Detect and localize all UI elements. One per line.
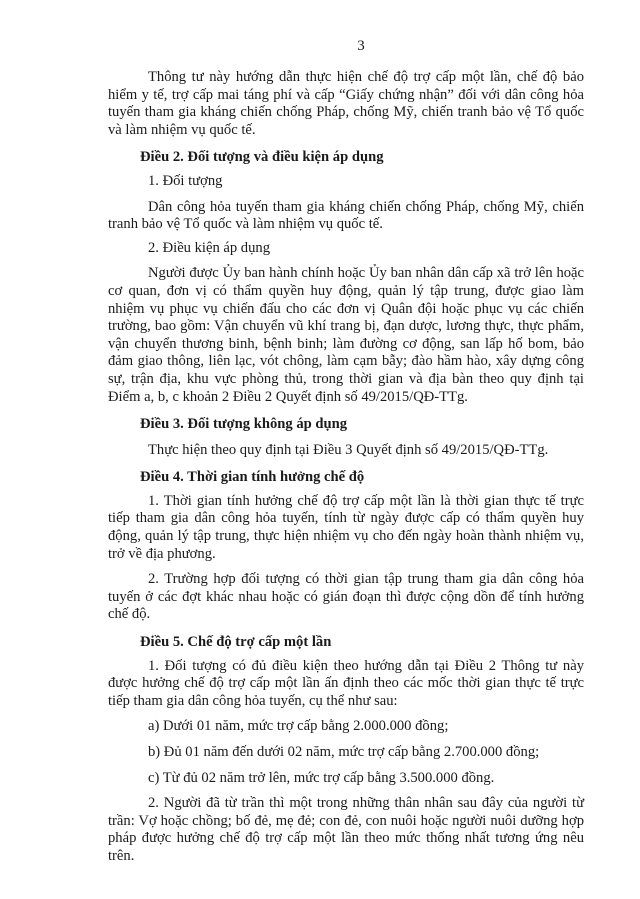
heading-article-4: Điều 4. Thời gian tính hưởng chế độ bbox=[140, 469, 365, 486]
page-number: 3 bbox=[357, 38, 365, 54]
list-item-allowance-c: c) Từ đủ 02 năm trở lên, mức trợ cấp bằng 3.500.000 đồng. bbox=[148, 769, 495, 786]
paragraph-allowance-2: 2. Người đã từ trần thì một trong những thân nhân sau đây của người từ trần: Vợ hoặc chồng; bố đẻ, mẹ đẻ; con đẻ, con nuôi hoặc người nuôi dưỡng hợp pháp được hưởng chế độ trợ cấp một lần theo mức thống nhất tương ứng nêu trên. bbox=[108, 795, 584, 864]
heading-article-2: Điều 2. Đối tượng và điều kiện áp dụng bbox=[140, 149, 384, 166]
paragraph-subject-label: 1. Đối tượng bbox=[148, 172, 223, 189]
paragraph-time-2: 2. Trường hợp đối tượng có thời gian tập trung tham gia dân công hỏa tuyến ở các đợt khác nhau hoặc có gián đoạn thì được cộng dồn để tính hưởng chế độ. bbox=[108, 571, 584, 623]
list-item-allowance-a: a) Dưới 01 năm, mức trợ cấp bằng 2.000.000 đồng; bbox=[148, 718, 449, 735]
heading-article-3: Điều 3. Đối tượng không áp dụng bbox=[140, 416, 348, 433]
paragraph-time-1: 1. Thời gian tính hưởng chế độ trợ cấp một lần là thời gian thực tế trực tiếp tham gia dân công hỏa tuyến, tính từ ngày được cấp có thẩm quyền huy động, quản lý tập trung, thực hiện nhiệm vụ cho đến ngày hoàn thành nhiệm vụ, trở về địa phương. bbox=[108, 492, 584, 562]
paragraph-subject: Dân công hỏa tuyến tham gia kháng chiến chống Pháp, chống Mỹ, chiến tranh bảo vệ Tổ quốc và làm nhiệm vụ quốc tế. bbox=[108, 198, 584, 233]
paragraph-scope: Thông tư này hướng dẫn thực hiện chế độ trợ cấp một lần, chế độ bảo hiểm y tế, trợ cấp mai táng phí và cấp “Giấy chứng nhận” đối với dân công hỏa tuyến tham gia kháng chiến chống Pháp, chống Mỹ, chiến tranh bảo vệ Tổ quốc và làm nhiệm vụ quốc tế. bbox=[108, 69, 584, 138]
paragraph-conditions: Người được Ủy ban hành chính hoặc Ủy ban nhân dân cấp xã trở lên hoặc cơ quan, đơn vị có thẩm quyền huy động, quản lý tập trung, được giao làm nhiệm vụ phục vụ chiến đấu cho các đơn vị Quân đội hoặc phục vụ các chiến trường, bao gồm: Vận chuyển vũ khí trang bị, đạn dược, lương thực, thực phẩm, vận chuyển thương binh, bệnh binh; làm đường cơ động, san lấp hố bom, bảo đảm giao thông, liên lạc, vót chông, làm cạm bẫy; đào hầm hào, xây dựng công sự, trận địa, khu vực phòng thủ, trong thời gian và địa bàn theo quy định tại Điểm a, b, c khoản 2 Điều 2 Quyết định số 49/2015/QĐ-TTg. bbox=[108, 265, 584, 405]
paragraph-conditions-label: 2. Điều kiện áp dụng bbox=[148, 239, 270, 256]
heading-article-5: Điều 5. Chế độ trợ cấp một lần bbox=[140, 634, 332, 651]
paragraph-allowance-1: 1. Đối tượng có đủ điều kiện theo hướng dẫn tại Điều 2 Thông tư này được hưởng chế độ trợ cấp một lần ấn định theo các mốc thời gian thực tế trực tiếp tham gia dân công hỏa tuyến, cụ thể như sau: bbox=[108, 657, 584, 709]
paragraph-not-applicable: Thực hiện theo quy định tại Điều 3 Quyết định số 49/2015/QĐ-TTg. bbox=[148, 441, 549, 458]
list-item-allowance-b: b) Đủ 01 năm đến dưới 02 năm, mức trợ cấp bằng 2.700.000 đồng; bbox=[148, 744, 540, 760]
